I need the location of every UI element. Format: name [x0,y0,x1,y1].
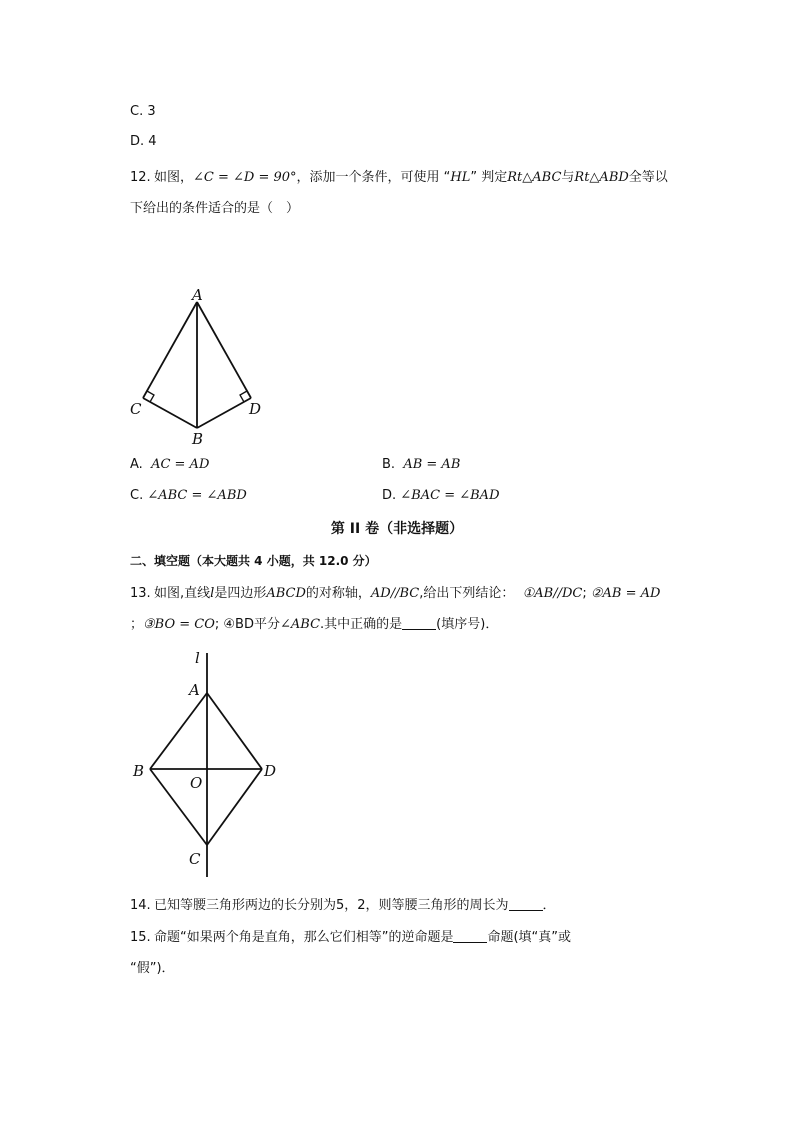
label-b: B [192,430,204,448]
segment-db [197,398,251,428]
q15-answer-blank[interactable] [453,930,487,943]
label-d: D [249,400,262,418]
q13-figure [125,645,290,880]
q14-line: 14. 已知等腰三角形两边的长分别为5，2，则等腰三角形的周长为 ． [130,898,556,913]
q12-figure [125,280,275,450]
q13-answer-blank[interactable] [402,617,436,630]
label-a: A [192,286,203,304]
q13-line2: ；③BO = CO; ④BD平分∠ABC.其中正确的是 (填序号)． [130,617,499,632]
q12-line1: 12. 如图，∠C = ∠D = 90°，添加一个条件，可使用 “HL” 判定Rt△ABC与Rt△ABD全等以 [130,170,668,185]
label-c: C [189,850,201,868]
q15-line1: 15. 命题“如果两个角是直角，那么它们相等”的逆命题是 命题(填“真”或 [130,930,572,945]
q14-number: 14. [130,898,151,913]
segment-ad [197,302,251,398]
segment-dc [207,769,262,845]
q13-number: 13. [130,586,151,601]
q12-line2: 下给出的条件适合的是（ ） [130,201,300,216]
q12-option-c[interactable]: C. ∠ABC = ∠ABD [130,488,247,503]
segment-cb [143,398,197,428]
q15-line2: “假”)． [130,961,175,976]
option-c-prev: C. 3 [130,104,156,119]
label-d: D [264,762,277,780]
label-b: B [133,762,145,780]
q13-line1: 13. 如图,直线l是四边形ABCD的对称轴，AD//BC,给出下列结论： ①AB//DC; ②AB = AD [130,586,661,601]
label-l: l [195,649,200,667]
section-title: 第 II 卷（非选择题） [330,521,464,537]
q12-option-d[interactable]: D. ∠BAC = ∠BAD [382,488,500,503]
segment-ab [150,693,207,769]
label-o: O [190,774,203,792]
label-a: A [189,681,200,699]
label-c: C [130,400,142,418]
segment-ad [207,693,262,769]
q12-option-b[interactable]: B. AB = AB [382,457,461,472]
section-header: 二、填空题（本大题共 4 小题，共 12.0 分） [130,554,377,568]
option-d-prev: D. 4 [130,134,157,149]
q15-number: 15. [130,930,151,945]
q12-number: 12. [130,170,151,185]
segment-ac [143,302,197,398]
q14-answer-blank[interactable] [509,898,543,911]
q12-option-a[interactable]: A. AC = AD [130,457,210,472]
